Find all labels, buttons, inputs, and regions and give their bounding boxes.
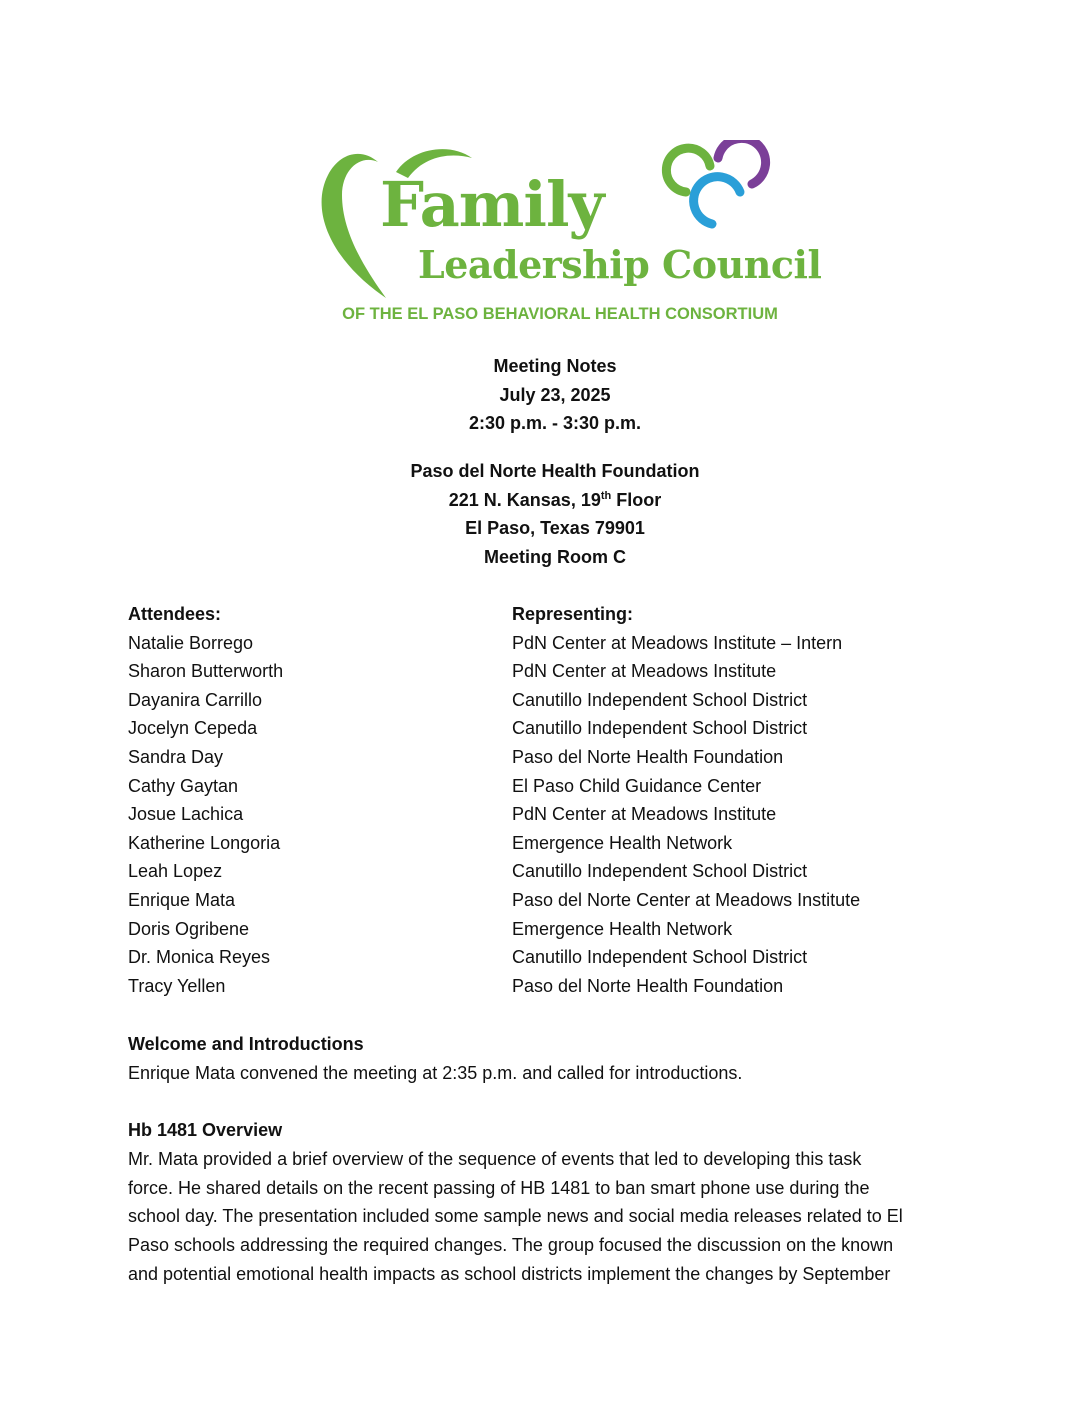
hb1481-line: school day. The presentation included some sample news and social media releases related to El [128,1206,903,1227]
hb1481-line: force. He shared details on the recent passing of HB 1481 to ban smart phone use during the [128,1177,870,1198]
attendee-representing: Paso del Norte Health Foundation [512,975,784,996]
hb1481-line: Paso schools addressing the required changes. The group focused the discussion on the known [128,1235,894,1256]
attendee-name: Natalie Borrego [128,632,254,653]
meeting-time: 2:30 p.m. - 3:30 p.m. [468,413,642,434]
attendee-row [128,686,988,715]
location-address: 221 N. Kansas, 19th Floor [448,489,662,510]
attendee-representing: Paso del Norte Center at Meadows Institute [512,889,861,910]
attendee-representing: Emergence Health Network [512,918,733,939]
hb1481-line: and potential emotional health impacts as school districts implement the changes by September [128,1263,891,1284]
heart-swoosh-icon [322,154,386,298]
family-leadership-council-logo [300,140,820,335]
attendee-representing: Paso del Norte Health Foundation [512,746,784,767]
meeting-title: Meeting Notes [493,356,617,376]
attendee-row [128,743,988,772]
attendee-row [128,886,988,915]
swirl-icon [666,140,765,224]
welcome-section [128,1030,978,1088]
location-city: El Paso, Texas 79901 [465,518,645,539]
attendees-table [128,600,988,1000]
attendee-name: Doris Ogribene [128,918,250,939]
hb1481-heading: Hb 1481 Overview [128,1120,283,1140]
attendee-name: Jocelyn Cepeda [128,718,258,739]
attendee-representing: Canutillo Independent School District [512,718,808,739]
representing-header: Representing: [512,604,634,624]
welcome-heading: Welcome and Introductions [128,1034,364,1054]
logo-word-family: Family [380,168,604,241]
attendee-representing: PdN Center at Meadows Institute [512,804,777,825]
attendee-row [128,915,988,944]
attendee-name: Enrique Mata [128,889,236,910]
attendee-representing: PdN Center at Meadows Institute [512,661,777,682]
attendee-row [128,714,988,743]
meeting-location [0,457,1088,571]
attendee-representing: Canutillo Independent School District [512,861,808,882]
attendees-header-row [128,600,988,629]
attendee-row [128,772,988,801]
attendee-representing: El Paso Child Guidance Center [512,775,762,796]
attendee-representing: Canutillo Independent School District [512,689,808,710]
logo-word-leadership-council: Leadership Council [418,242,822,287]
attendee-row [128,972,988,1001]
meeting-header [0,352,1088,438]
attendee-name: Leah Lopez [128,861,223,882]
meeting-date: July 23, 2025 [499,384,611,405]
attendee-name: Dr. Monica Reyes [128,947,271,968]
attendee-name: Tracy Yellen [128,975,226,996]
welcome-body: Enrique Mata convened the meeting at 2:35 p.m. and called for introductions. [128,1062,743,1083]
attendee-row [128,657,988,686]
location-org: Paso del Norte Health Foundation [410,461,700,481]
location-room: Meeting Room C [484,546,626,567]
attendee-representing: PdN Center at Meadows Institute – Intern [512,632,843,653]
logo-tagline: OF THE EL PASO BEHAVIORAL HEALTH CONSORTIUM [342,305,778,323]
hb1481-section [128,1116,978,1289]
attendee-row [128,800,988,829]
hb1481-line: Mr. Mata provided a brief overview of the sequence of events that led to developing this task [128,1148,862,1169]
attendee-representing: Canutillo Independent School District [512,947,808,968]
attendee-representing: Emergence Health Network [512,832,733,853]
attendee-row [128,943,988,972]
attendee-name: Josue Lachica [128,804,244,825]
attendee-row [128,857,988,886]
attendee-name: Cathy Gaytan [128,775,239,796]
attendee-name: Sandra Day [128,746,224,767]
attendee-row [128,829,988,858]
attendee-name: Dayanira Carrillo [128,689,263,710]
attendee-name: Sharon Butterworth [128,661,284,682]
attendee-name: Katherine Longoria [128,832,281,853]
attendees-header: Attendees: [128,604,222,624]
attendee-row [128,629,988,658]
